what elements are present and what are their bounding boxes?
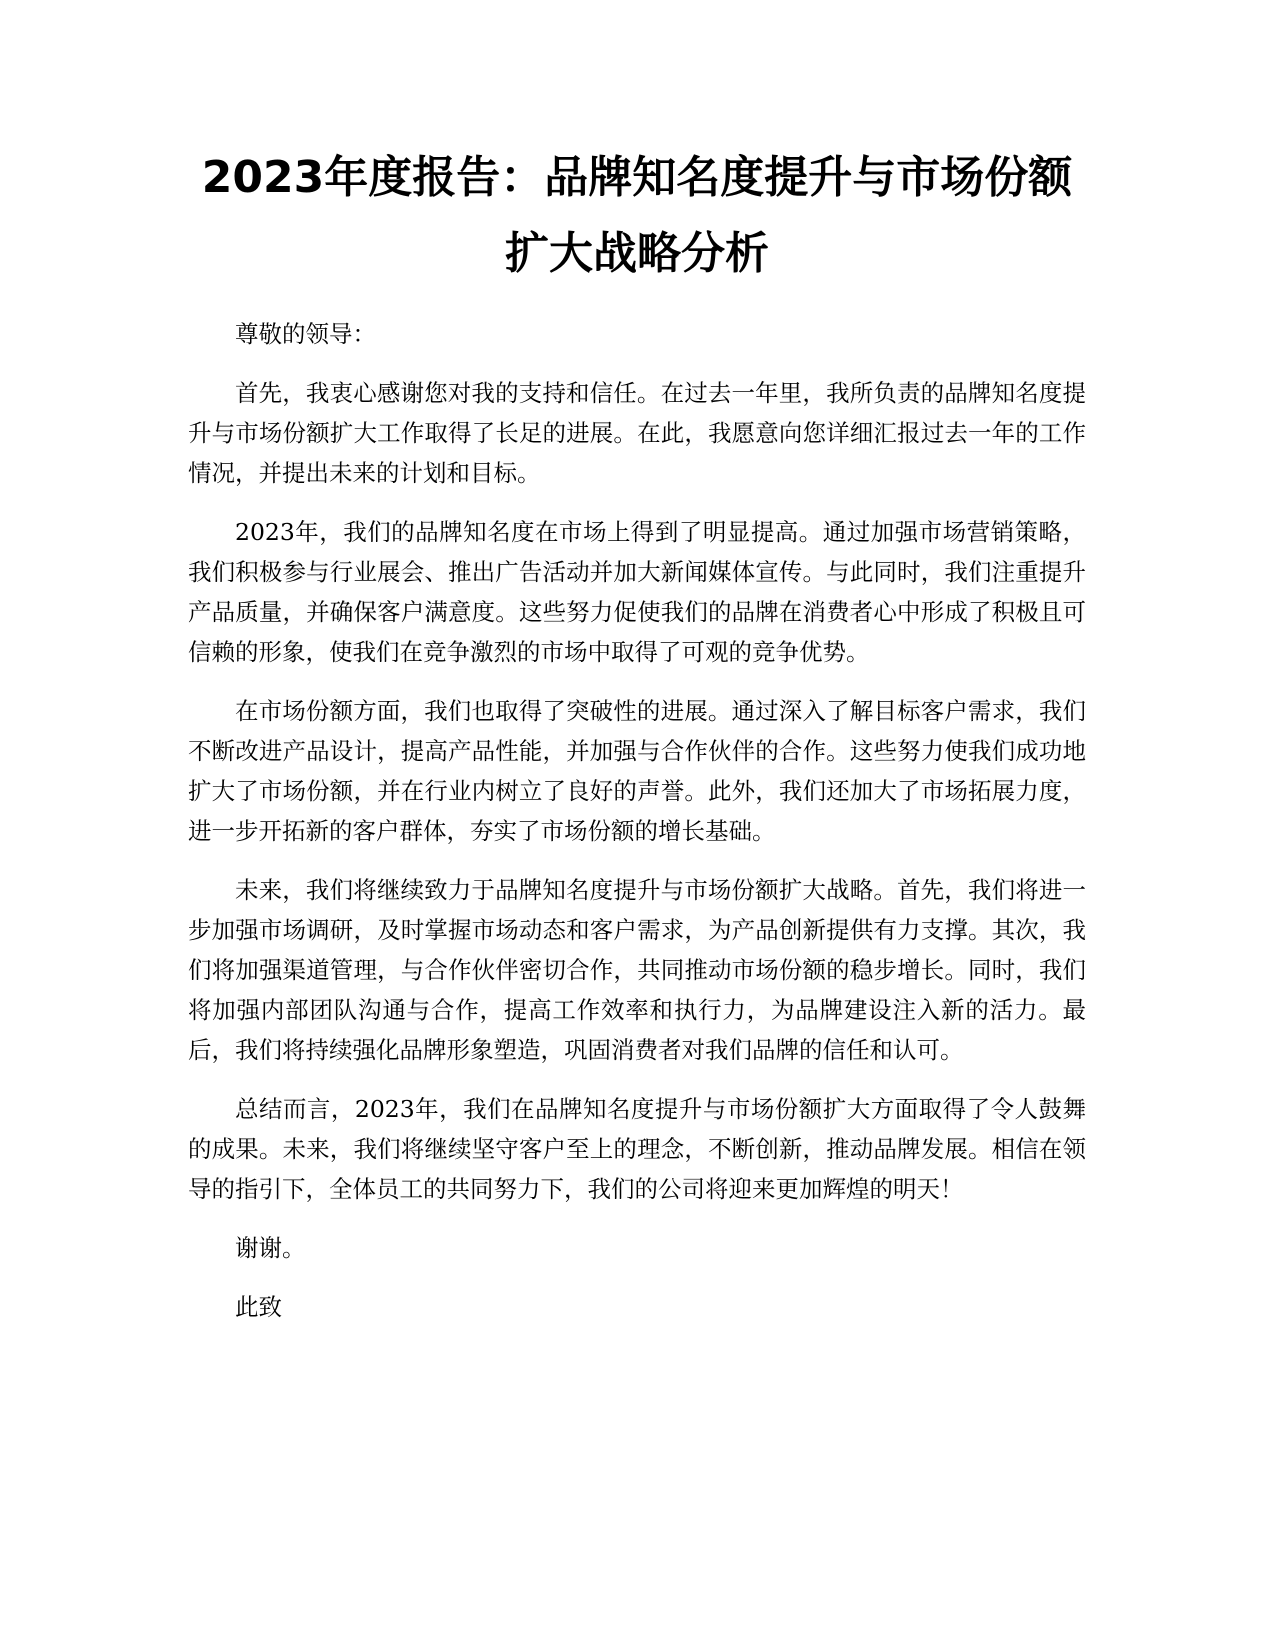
body-paragraph: 总结而言，2023年，我们在品牌知名度提升与市场份额扩大方面取得了令人鼓舞的成果。未来，我们将继续坚守客户至上的理念，不断创新，推动品牌发展。相信在领导的指引下，全体员工的共同努力下，我们的公司将迎来更加辉煌的明天！	[188, 1095, 1086, 1203]
body-paragraph: 未来，我们将继续致力于品牌知名度提升与市场份额扩大战略。首先，我们将进一步加强市场调研，及时掌握市场动态和客户需求，为产品创新提供有力支撑。其次，我们将加强渠道管理，与合作伙伴密切合作，共同推动市场份额的稳步增长。同时，我们将加强内部团队沟通与合作，提高工作效率和执行力，为品牌建设注入新的活力。最后，我们将持续强化品牌形象塑造，巩固消费者对我们品牌的信任和认可。	[188, 876, 1086, 1064]
document-body	[188, 314, 1086, 1327]
salutation: 尊敬的领导：	[235, 320, 376, 348]
body-paragraph: 在市场份额方面，我们也取得了突破性的进展。通过深入了解目标客户需求，我们不断改进产品设计，提高产品性能，并加强与合作伙伴的合作。这些努力使我们成功地扩大了市场份额，并在行业内树立了良好的声誉。此外，我们还加大了市场拓展力度，进一步开拓新的客户群体，夯实了市场份额的增长基础。	[188, 697, 1086, 845]
closing-regards: 此致	[235, 1293, 282, 1321]
document-title-line-2: 扩大战略分析	[505, 228, 769, 279]
document-title	[188, 140, 1086, 292]
document-page	[188, 0, 1086, 1346]
body-paragraph: 2023年，我们的品牌知名度在市场上得到了明显提高。通过加强市场营销策略，我们积极参与行业展会、推出广告活动并加大新闻媒体宣传。与此同时，我们注重提升产品质量，并确保客户满意度。这些努力促使我们的品牌在消费者心中形成了积极且可信赖的形象，使我们在竞争激烈的市场中取得了可观的竞争优势。	[188, 518, 1086, 666]
closing-thanks: 谢谢。	[235, 1234, 306, 1262]
body-paragraph: 首先，我衷心感谢您对我的支持和信任。在过去一年里，我所负责的品牌知名度提升与市场份额扩大工作取得了长足的进展。在此，我愿意向您详细汇报过去一年的工作情况，并提出未来的计划和目标。	[188, 379, 1086, 487]
document-title-line-1: 2023年度报告：品牌知名度提升与市场份额	[201, 152, 1073, 203]
